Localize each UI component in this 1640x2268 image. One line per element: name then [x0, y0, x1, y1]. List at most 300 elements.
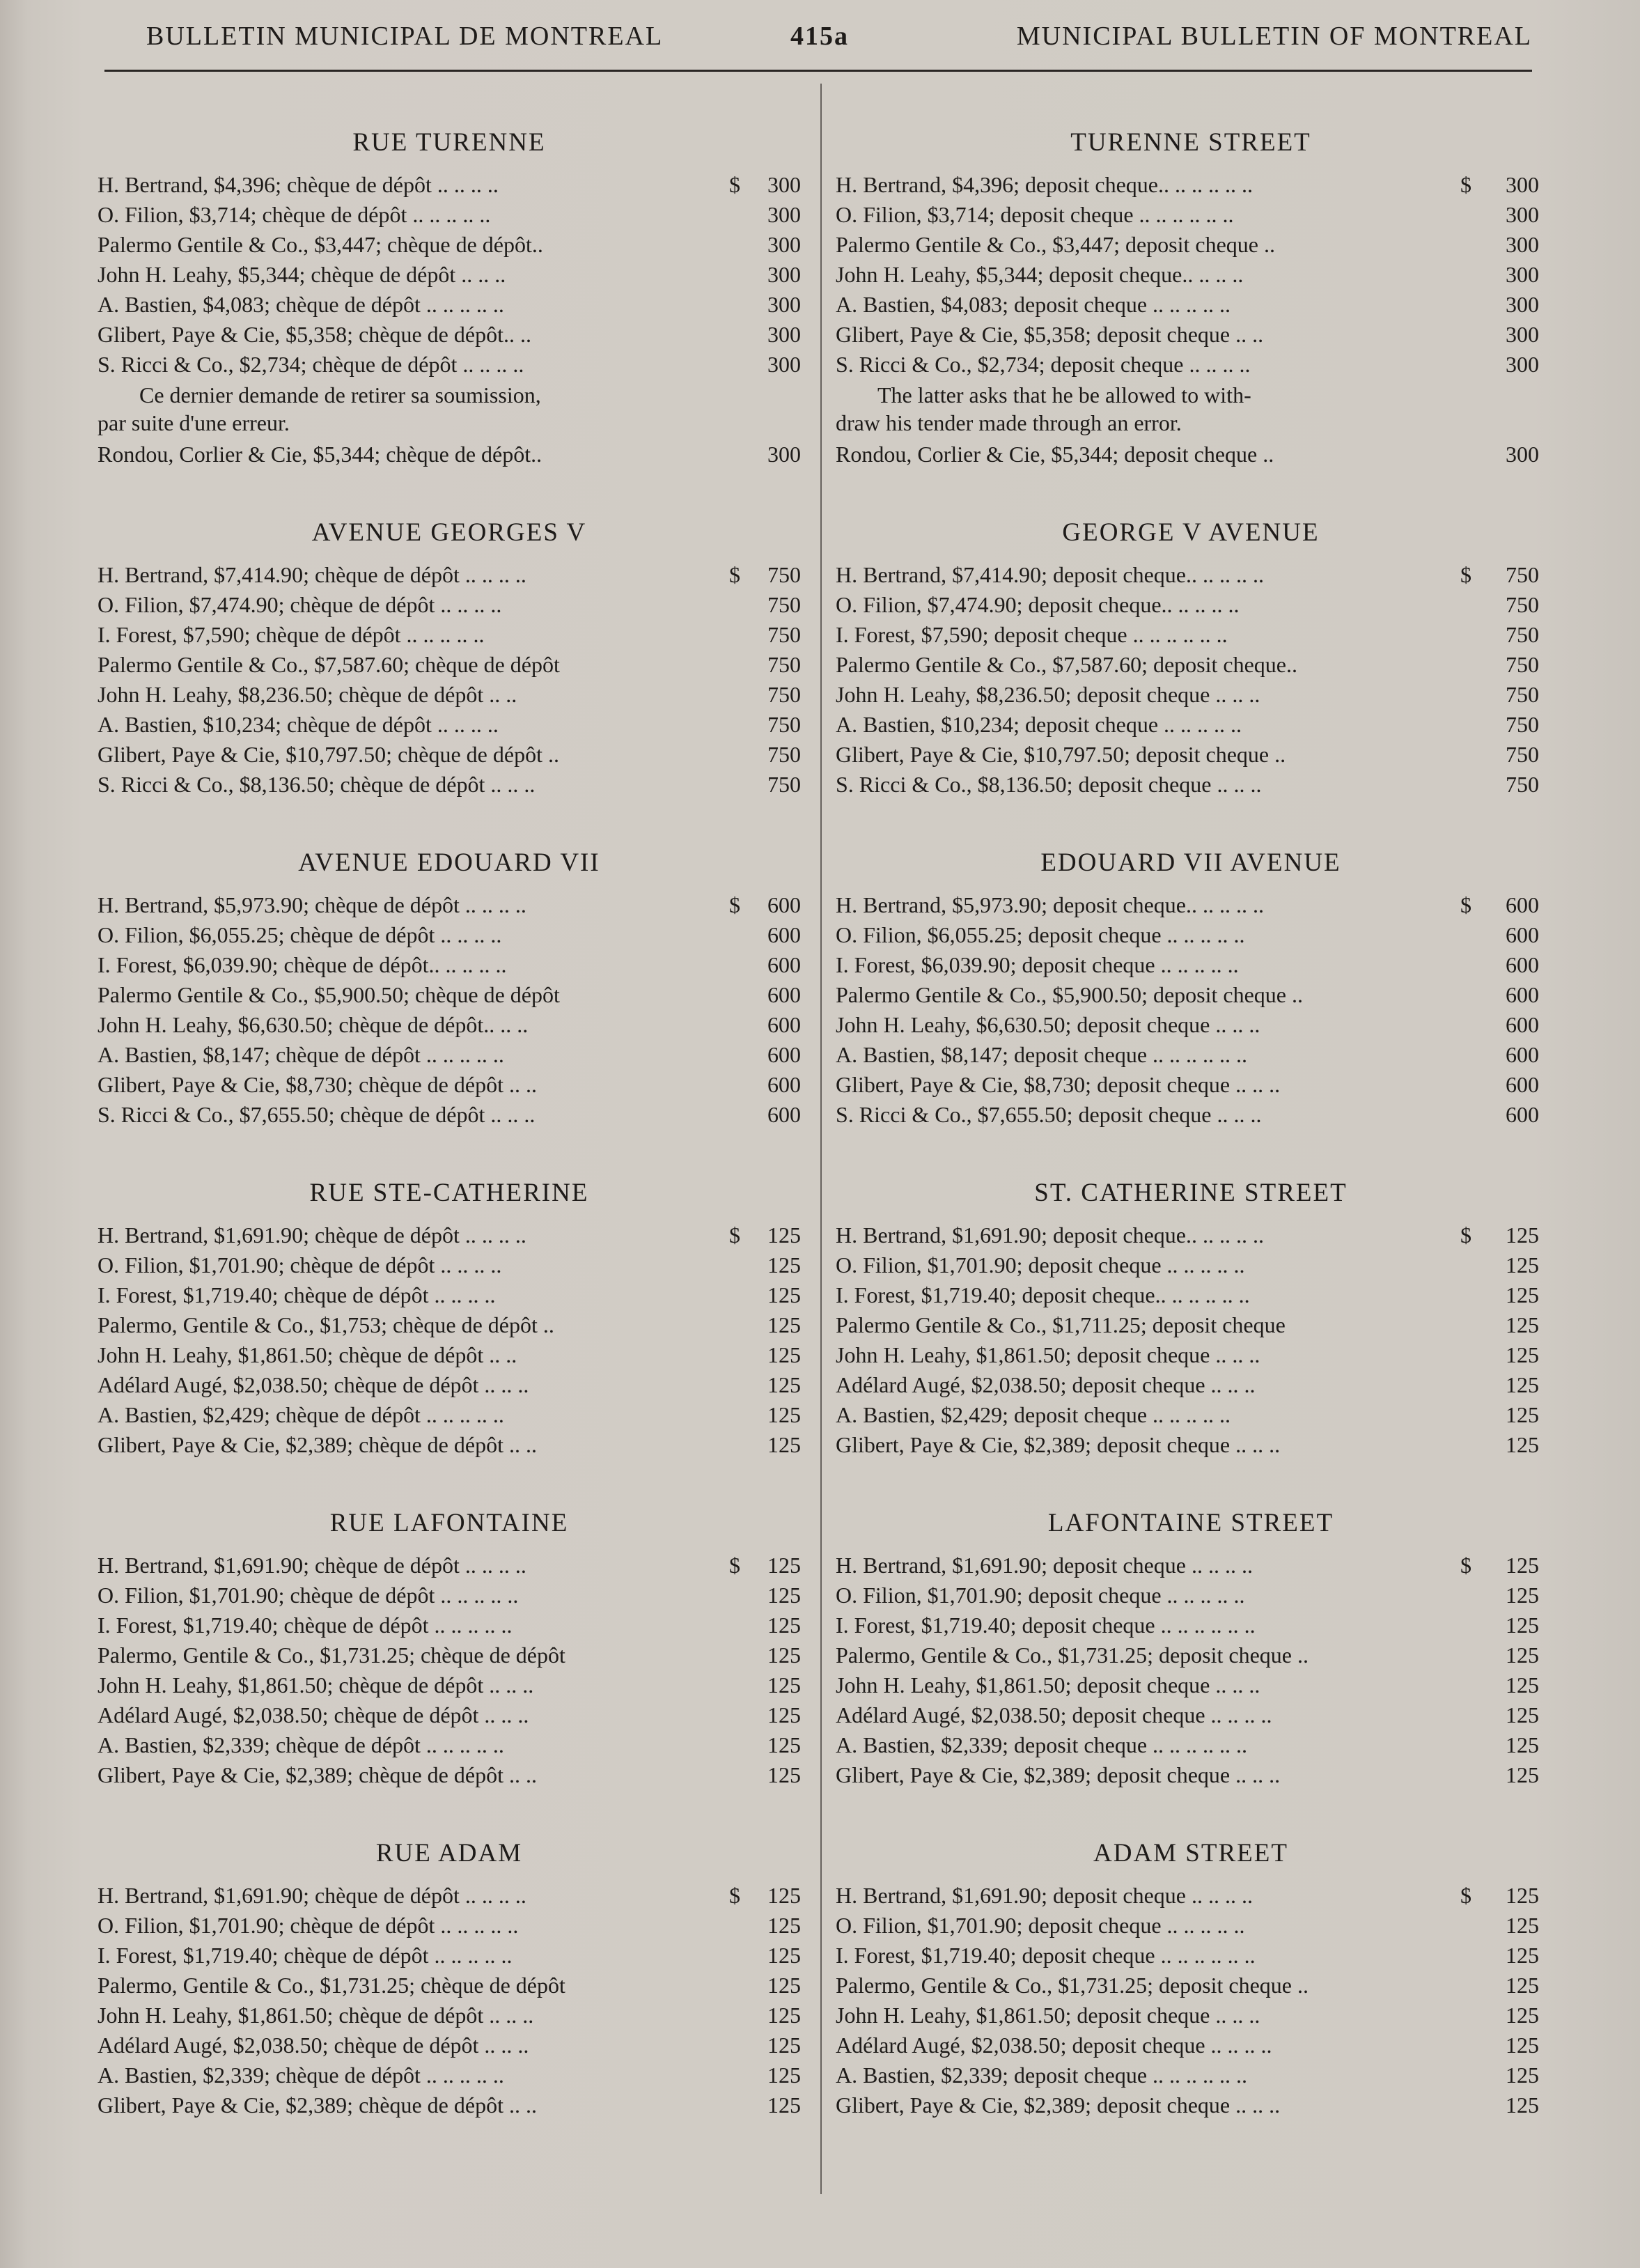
tender-text: A. Bastien, $2,429; deposit cheque .. .. .. .. ..	[836, 1402, 1231, 1427]
currency-sign: $	[1460, 562, 1471, 587]
deposit-amount: 125	[1506, 2033, 1539, 2058]
tender-text: A. Bastien, $2,339; deposit cheque .. .. .. .. .. ..	[836, 1732, 1248, 1757]
deposit-amount: 125	[1506, 1252, 1539, 1277]
deposit-amount: 125	[1506, 1402, 1539, 1427]
tender-text: O. Filion, $1,701.90; deposit cheque .. .. .. .. ..	[836, 1913, 1245, 1938]
note-line: par suite d'une erreur.	[97, 410, 290, 435]
tender-text: H. Bertrand, $1,691.90; chèque de dépôt .. .. .. ..	[97, 1222, 526, 1248]
tender-text: H. Bertrand, $5,973.90; deposit cheque.. .. .. .. ..	[836, 892, 1264, 917]
section-gap	[836, 1130, 1546, 1176]
deposit-amount: 125	[1506, 1553, 1539, 1578]
deposit-amount: 125	[767, 1943, 801, 1968]
tender-section	[97, 1836, 801, 2120]
section-title: ST. CATHERINE STREET	[1034, 1179, 1348, 1207]
tender-row	[97, 1670, 801, 1700]
tender-row	[836, 170, 1546, 200]
tender-row	[97, 230, 801, 260]
tender-row	[836, 440, 1546, 469]
tender-row	[97, 2030, 801, 2060]
tender-row	[97, 950, 801, 980]
tender-list	[97, 560, 801, 800]
tender-section	[97, 1506, 801, 1790]
deposit-amount: 300	[767, 352, 801, 377]
tender-row	[97, 1400, 801, 1430]
tender-text: S. Ricci & Co., $8,136.50; chèque de dépôt .. .. ..	[97, 772, 536, 797]
tender-row	[97, 980, 801, 1010]
deposit-amount: 600	[1506, 1102, 1539, 1127]
deposit-amount: 125	[767, 1372, 801, 1397]
tender-text: O. Filion, $1,701.90; chèque de dépôt .. .. .. ..	[97, 1252, 502, 1277]
deposit-amount: 300	[1506, 232, 1539, 257]
deposit-amount: 300	[767, 172, 801, 197]
tender-row	[97, 320, 801, 350]
tender-row	[836, 1370, 1546, 1400]
tender-text: Adélard Augé, $2,038.50; deposit cheque .. .. .. ..	[836, 2033, 1272, 2058]
tender-text: I. Forest, $1,719.40; deposit cheque .. .. .. .. .. ..	[836, 1613, 1256, 1638]
tender-row	[97, 1700, 801, 1730]
tender-text: S. Ricci & Co., $2,734; deposit cheque .. .. .. ..	[836, 352, 1251, 377]
tender-text: O. Filion, $7,474.90; chèque de dépôt .. .. .. ..	[97, 592, 502, 617]
tender-row	[836, 1640, 1546, 1670]
tender-row	[836, 1610, 1546, 1640]
tender-row	[97, 260, 801, 290]
tender-text: Palermo Gentile & Co., $7,587.60; deposit cheque..	[836, 652, 1297, 677]
tender-row	[97, 1430, 801, 1460]
tender-list	[97, 1551, 801, 1790]
deposit-amount: 300	[1506, 202, 1539, 227]
header-rule	[104, 70, 1532, 72]
tender-text: Palermo, Gentile & Co., $1,731.25; chèque de dépôt	[97, 1642, 565, 1668]
deposit-amount: 125	[1506, 2003, 1539, 2028]
deposit-amount: 125	[767, 1702, 801, 1727]
deposit-amount: 300	[767, 292, 801, 317]
deposit-amount: 125	[1506, 2092, 1539, 2118]
tender-row	[97, 680, 801, 710]
section-gap	[836, 469, 1546, 515]
tender-section	[836, 846, 1546, 1130]
deposit-amount: 600	[1506, 1042, 1539, 1067]
tender-row	[836, 1700, 1546, 1730]
tender-text: John H. Leahy, $8,236.50; chèque de dépôt .. ..	[97, 682, 517, 707]
tender-text: John H. Leahy, $6,630.50; chèque de dépôt.. .. ..	[97, 1012, 529, 1037]
tender-text: John H. Leahy, $1,861.50; chèque de dépôt .. .. ..	[97, 2003, 534, 2028]
tender-section	[97, 515, 801, 800]
deposit-amount: 600	[767, 982, 801, 1007]
section-title: ADAM STREET	[1093, 1839, 1288, 1867]
tender-text: Palermo Gentile & Co., $3,447; chèque de dépôt..	[97, 232, 543, 257]
deposit-amount: 125	[1506, 1943, 1539, 1968]
note-line: The latter asks that he be allowed to with-	[877, 382, 1251, 407]
deposit-amount: 300	[1506, 322, 1539, 347]
tender-text: S. Ricci & Co., $8,136.50; deposit cheque .. .. ..	[836, 772, 1262, 797]
deposit-amount: 300	[1506, 262, 1539, 287]
note-line: draw his tender made through an error.	[836, 410, 1182, 435]
tender-row	[836, 1881, 1546, 1911]
tender-row	[97, 170, 801, 200]
tender-text: H. Bertrand, $5,973.90; chèque de dépôt .. .. .. ..	[97, 892, 526, 917]
currency-sign: $	[729, 1222, 740, 1248]
deposit-amount: 125	[767, 1312, 801, 1337]
deposit-amount: 125	[767, 1762, 801, 1787]
tender-text: Palermo Gentile & Co., $3,447; deposit cheque ..	[836, 232, 1275, 257]
tender-text: John H. Leahy, $1,861.50; deposit cheque .. .. ..	[836, 1342, 1260, 1367]
tender-row	[836, 1280, 1546, 1310]
tender-row	[836, 1580, 1546, 1610]
section-title: AVENUE GEORGES V	[311, 518, 587, 547]
tender-row	[97, 290, 801, 320]
tender-text: H. Bertrand, $4,396; chèque de dépôt .. .. .. ..	[97, 172, 499, 197]
section-title: AVENUE EDOUARD VII	[298, 848, 600, 877]
page-header	[146, 21, 1532, 60]
tender-row	[836, 950, 1546, 980]
deposit-amount: 125	[767, 2003, 801, 2028]
tender-row	[97, 1220, 801, 1250]
deposit-amount: 125	[1506, 1762, 1539, 1787]
tender-list	[836, 1551, 1546, 1790]
deposit-amount: 125	[767, 1553, 801, 1578]
deposit-amount: 750	[767, 562, 801, 587]
tender-text: A. Bastien, $8,147; deposit cheque .. .. .. .. .. ..	[836, 1042, 1248, 1067]
header-title-french: BULLETIN MUNICIPAL DE MONTREAL	[146, 22, 664, 51]
tender-section	[97, 125, 801, 469]
tender-text: A. Bastien, $2,339; deposit cheque .. .. .. .. .. ..	[836, 2063, 1248, 2088]
tender-text: O. Filion, $3,714; chèque de dépôt .. .. .. .. ..	[97, 202, 491, 227]
deposit-amount: 125	[767, 2033, 801, 2058]
tender-text: Palermo Gentile & Co., $7,587.60; chèque de dépôt	[97, 652, 560, 677]
tender-row	[97, 1971, 801, 2001]
header-title-english: MUNICIPAL BULLETIN OF MONTREAL	[1016, 22, 1532, 51]
tender-text: A. Bastien, $8,147; chèque de dépôt .. .. .. .. ..	[97, 1042, 504, 1067]
deposit-amount: 125	[767, 2063, 801, 2088]
section-title: RUE LAFONTAINE	[329, 1509, 569, 1537]
deposit-amount: 300	[1506, 292, 1539, 317]
tender-row	[836, 2090, 1546, 2120]
tender-row	[836, 920, 1546, 950]
tender-row	[97, 1640, 801, 1670]
tender-text: H. Bertrand, $1,691.90; chèque de dépôt .. .. .. ..	[97, 1883, 526, 1908]
tender-text: S. Ricci & Co., $7,655.50; chèque de dépôt .. .. ..	[97, 1102, 536, 1127]
tender-section	[836, 515, 1546, 800]
tender-text: Palermo Gentile & Co., $1,711.25; deposit cheque	[836, 1312, 1286, 1337]
tender-section	[97, 846, 801, 1130]
tender-text: A. Bastien, $10,234; deposit cheque .. .. .. .. ..	[836, 712, 1242, 737]
tender-list	[836, 1220, 1546, 1460]
deposit-amount: 125	[1506, 1342, 1539, 1367]
tender-text: Palermo Gentile & Co., $5,900.50; deposit cheque ..	[836, 982, 1303, 1007]
deposit-amount: 600	[1506, 892, 1539, 917]
tender-section	[97, 1176, 801, 1460]
deposit-amount: 750	[767, 712, 801, 737]
currency-sign: $	[1460, 172, 1471, 197]
tender-text: John H. Leahy, $5,344; deposit cheque.. .. .. ..	[836, 262, 1244, 287]
tender-text: A. Bastien, $2,339; chèque de dépôt .. .. .. .. ..	[97, 1732, 504, 1757]
deposit-amount: 300	[1506, 442, 1539, 467]
tender-list	[97, 890, 801, 1130]
tender-text: Adélard Augé, $2,038.50; chèque de dépôt .. .. ..	[97, 1702, 529, 1727]
tender-row	[97, 2060, 801, 2090]
tender-text: I. Forest, $1,719.40; deposit cheque .. .. .. .. .. ..	[836, 1943, 1256, 1968]
tender-row	[97, 620, 801, 650]
tender-text: Rondou, Corlier & Cie, $5,344; chèque de dépôt..	[97, 442, 542, 467]
deposit-amount: 125	[767, 1913, 801, 1938]
tender-text: O. Filion, $6,055.25; deposit cheque .. .. .. .. ..	[836, 922, 1245, 947]
section-gap	[97, 800, 801, 846]
tender-text: Glibert, Paye & Cie, $2,389; chèque de dépôt .. ..	[97, 1762, 537, 1787]
tender-section	[836, 1836, 1546, 2120]
section-title: TURENNE STREET	[1070, 128, 1311, 157]
tender-row	[836, 1070, 1546, 1100]
tender-text: John H. Leahy, $5,344; chèque de dépôt .. .. ..	[97, 262, 506, 287]
tender-text: John H. Leahy, $1,861.50; chèque de dépôt .. ..	[97, 1342, 517, 1367]
tender-row	[97, 440, 801, 469]
section-gap	[97, 1130, 801, 1176]
deposit-amount: 750	[1506, 652, 1539, 677]
tender-text: O. Filion, $6,055.25; chèque de dépôt .. .. .. ..	[97, 922, 502, 947]
tender-row	[836, 230, 1546, 260]
column-divider	[820, 84, 822, 2194]
tender-text: Glibert, Paye & Cie, $8,730; chèque de dépôt .. ..	[97, 1072, 537, 1097]
tender-text: Glibert, Paye & Cie, $10,797.50; chèque de dépôt ..	[97, 742, 559, 767]
tender-row	[836, 1730, 1546, 1760]
tender-row	[836, 1100, 1546, 1130]
tender-text: H. Bertrand, $4,396; deposit cheque.. .. .. .. .. ..	[836, 172, 1253, 197]
tender-row	[97, 1760, 801, 1790]
tender-row	[97, 770, 801, 800]
tender-text: John H. Leahy, $8,236.50; deposit cheque .. .. ..	[836, 682, 1260, 707]
tender-text: Adélard Augé, $2,038.50; chèque de dépôt .. .. ..	[97, 2033, 529, 2058]
tender-text: H. Bertrand, $1,691.90; deposit cheque .. .. .. ..	[836, 1553, 1253, 1578]
tender-text: I. Forest, $7,590; deposit cheque .. .. .. .. .. ..	[836, 622, 1228, 647]
deposit-amount: 300	[1506, 172, 1539, 197]
deposit-amount: 600	[767, 952, 801, 977]
deposit-amount: 750	[1506, 592, 1539, 617]
deposit-amount: 125	[1506, 1312, 1539, 1337]
tender-list	[836, 1881, 1546, 2120]
tender-row	[97, 1340, 801, 1370]
deposit-amount: 750	[767, 592, 801, 617]
section-title: RUE ADAM	[375, 1839, 523, 1867]
tender-text: S. Ricci & Co., $7,655.50; deposit cheque .. .. ..	[836, 1102, 1262, 1127]
tender-row	[836, 1670, 1546, 1700]
deposit-amount: 300	[767, 202, 801, 227]
tender-text: Rondou, Corlier & Cie, $5,344; deposit cheque ..	[836, 442, 1274, 467]
tender-row	[97, 1310, 801, 1340]
section-title: RUE TURENNE	[352, 128, 546, 157]
tender-text: A. Bastien, $4,083; deposit cheque .. .. .. .. ..	[836, 292, 1231, 317]
tender-text: Palermo, Gentile & Co., $1,731.25; deposit cheque ..	[836, 1642, 1309, 1668]
deposit-amount: 300	[767, 262, 801, 287]
tender-section	[836, 125, 1546, 469]
tender-text: O. Filion, $1,701.90; chèque de dépôt .. .. .. .. ..	[97, 1583, 519, 1608]
tender-row	[97, 920, 801, 950]
deposit-amount: 600	[1506, 952, 1539, 977]
tender-text: H. Bertrand, $1,691.90; chèque de dépôt .. .. .. ..	[97, 1553, 526, 1578]
deposit-amount: 300	[767, 232, 801, 257]
tender-row	[97, 710, 801, 740]
tender-row	[836, 200, 1546, 230]
tender-text: Glibert, Paye & Cie, $5,358; chèque de dépôt.. ..	[97, 322, 531, 347]
deposit-amount: 125	[1506, 1222, 1539, 1248]
deposit-amount: 600	[767, 1042, 801, 1067]
tender-list	[97, 1220, 801, 1460]
tender-row	[836, 1340, 1546, 1370]
tender-text: Glibert, Paye & Cie, $10,797.50; deposit cheque ..	[836, 742, 1286, 767]
tender-row	[97, 740, 801, 770]
currency-sign: $	[729, 1883, 740, 1908]
tender-list	[836, 560, 1546, 800]
section-note	[836, 381, 1448, 437]
tender-row	[97, 1070, 801, 1100]
tender-text: John H. Leahy, $1,861.50; deposit cheque .. .. ..	[836, 1672, 1260, 1698]
tender-row	[836, 1551, 1546, 1580]
tender-section	[836, 1506, 1546, 1790]
deposit-amount: 125	[767, 1222, 801, 1248]
deposit-amount: 125	[1506, 1913, 1539, 1938]
deposit-amount: 125	[1506, 1732, 1539, 1757]
deposit-amount: 750	[767, 652, 801, 677]
tender-text: Glibert, Paye & Cie, $2,389; chèque de dépôt .. ..	[97, 1432, 537, 1457]
deposit-amount: 600	[1506, 1012, 1539, 1037]
tender-row	[836, 1040, 1546, 1070]
deposit-amount: 125	[767, 1402, 801, 1427]
tender-row	[836, 1760, 1546, 1790]
deposit-amount: 125	[1506, 1973, 1539, 1998]
tender-text: Glibert, Paye & Cie, $2,389; chèque de dépôt .. ..	[97, 2092, 537, 2118]
section-title: RUE STE-CATHERINE	[309, 1179, 589, 1207]
deposit-amount: 750	[1506, 562, 1539, 587]
deposit-amount: 125	[1506, 1432, 1539, 1457]
deposit-amount: 125	[1506, 1583, 1539, 1608]
section-gap	[836, 1460, 1546, 1506]
tender-list	[836, 170, 1546, 469]
tender-text: H. Bertrand, $7,414.90; chèque de dépôt .. .. .. ..	[97, 562, 526, 587]
tender-row	[836, 890, 1546, 920]
tender-text: I. Forest, $1,719.40; chèque de dépôt .. .. .. .. ..	[97, 1943, 513, 1968]
tender-text: John H. Leahy, $6,630.50; deposit cheque .. .. ..	[836, 1012, 1260, 1037]
tender-row	[97, 1881, 801, 1911]
section-gap	[836, 800, 1546, 846]
deposit-amount: 125	[1506, 1883, 1539, 1908]
tender-text: Palermo, Gentile & Co., $1,731.25; deposit cheque ..	[836, 1973, 1309, 1998]
tender-text: O. Filion, $3,714; deposit cheque .. .. .. .. .. ..	[836, 202, 1234, 227]
deposit-amount: 125	[1506, 1642, 1539, 1668]
tender-row	[836, 980, 1546, 1010]
deposit-amount: 600	[767, 892, 801, 917]
tender-text: O. Filion, $1,701.90; deposit cheque .. .. .. .. ..	[836, 1252, 1245, 1277]
tender-list	[836, 890, 1546, 1130]
tender-text: O. Filion, $7,474.90; deposit cheque.. .. .. .. ..	[836, 592, 1240, 617]
tender-text: H. Bertrand, $1,691.90; deposit cheque.. .. .. .. ..	[836, 1222, 1264, 1248]
tender-row	[836, 320, 1546, 350]
tender-row	[97, 200, 801, 230]
section-gap	[97, 1460, 801, 1506]
tender-text: Palermo, Gentile & Co., $1,731.25; chèque de dépôt	[97, 1973, 565, 1998]
tender-text: Glibert, Paye & Cie, $5,358; deposit cheque .. ..	[836, 322, 1264, 347]
deposit-amount: 600	[1506, 982, 1539, 1007]
tender-row	[97, 1010, 801, 1040]
tender-row	[836, 650, 1546, 680]
tender-row	[97, 1941, 801, 1971]
deposit-amount: 125	[1506, 1282, 1539, 1307]
tender-row	[836, 290, 1546, 320]
tender-row	[836, 1430, 1546, 1460]
tender-text: Glibert, Paye & Cie, $2,389; deposit cheque .. .. ..	[836, 1762, 1281, 1787]
tender-list	[97, 1881, 801, 2120]
currency-sign: $	[1460, 1222, 1471, 1248]
tender-row	[97, 1911, 801, 1941]
deposit-amount: 300	[767, 322, 801, 347]
tender-row	[97, 560, 801, 590]
deposit-amount: 600	[767, 1072, 801, 1097]
deposit-amount: 125	[767, 1613, 801, 1638]
french-column	[97, 125, 801, 2120]
deposit-amount: 600	[767, 922, 801, 947]
tender-text: Adélard Augé, $2,038.50; deposit cheque .. .. ..	[836, 1372, 1256, 1397]
tender-row	[97, 890, 801, 920]
tender-row	[836, 1911, 1546, 1941]
tender-row	[97, 1730, 801, 1760]
tender-row	[836, 2060, 1546, 2090]
deposit-amount: 125	[1506, 1613, 1539, 1638]
tender-text: John H. Leahy, $1,861.50; chèque de dépôt .. .. ..	[97, 1672, 534, 1698]
deposit-amount: 125	[767, 1583, 801, 1608]
currency-sign: $	[729, 172, 740, 197]
deposit-amount: 600	[1506, 922, 1539, 947]
currency-sign: $	[1460, 1883, 1471, 1908]
tender-text: H. Bertrand, $1,691.90; deposit cheque .. .. .. ..	[836, 1883, 1253, 1908]
tender-row	[836, 710, 1546, 740]
section-gap	[836, 1790, 1546, 1836]
tender-row	[836, 1010, 1546, 1040]
deposit-amount: 125	[767, 1642, 801, 1668]
tender-text: Glibert, Paye & Cie, $2,389; deposit cheque .. .. ..	[836, 1432, 1281, 1457]
tender-text: I. Forest, $1,719.40; chèque de dépôt .. .. .. ..	[97, 1282, 496, 1307]
tender-row	[97, 1040, 801, 1070]
currency-sign: $	[729, 892, 740, 917]
deposit-amount: 300	[767, 442, 801, 467]
currency-sign: $	[1460, 1553, 1471, 1578]
tender-text: I. Forest, $6,039.90; deposit cheque .. .. .. .. ..	[836, 952, 1239, 977]
tender-row	[97, 1610, 801, 1640]
deposit-amount: 125	[767, 2092, 801, 2118]
tender-text: Adélard Augé, $2,038.50; chèque de dépôt .. .. ..	[97, 1372, 529, 1397]
tender-row	[97, 590, 801, 620]
tender-row	[836, 350, 1546, 380]
deposit-amount: 125	[767, 1252, 801, 1277]
note-line: Ce dernier demande de retirer sa soumission,	[139, 382, 541, 407]
deposit-amount: 600	[1506, 1072, 1539, 1097]
currency-sign: $	[1460, 892, 1471, 917]
tender-row	[836, 590, 1546, 620]
tender-row	[836, 1400, 1546, 1430]
section-title: EDOUARD VII AVENUE	[1040, 848, 1341, 877]
tender-text: Palermo, Gentile & Co., $1,753; chèque de dépôt ..	[97, 1312, 554, 1337]
section-title: LAFONTAINE STREET	[1047, 1509, 1334, 1537]
deposit-amount: 750	[1506, 712, 1539, 737]
section-gap	[97, 469, 801, 515]
tender-text: I. Forest, $1,719.40; chèque de dépôt .. .. .. .. ..	[97, 1613, 513, 1638]
deposit-amount: 600	[767, 1102, 801, 1127]
tender-row	[836, 1220, 1546, 1250]
deposit-amount: 750	[1506, 772, 1539, 797]
deposit-amount: 125	[767, 1342, 801, 1367]
tender-row	[836, 560, 1546, 590]
deposit-amount: 125	[1506, 1702, 1539, 1727]
deposit-amount: 125	[1506, 1672, 1539, 1698]
tender-text: O. Filion, $1,701.90; deposit cheque .. .. .. .. ..	[836, 1583, 1245, 1608]
deposit-amount: 750	[1506, 622, 1539, 647]
tender-text: I. Forest, $1,719.40; deposit cheque.. .. .. .. .. ..	[836, 1282, 1250, 1307]
